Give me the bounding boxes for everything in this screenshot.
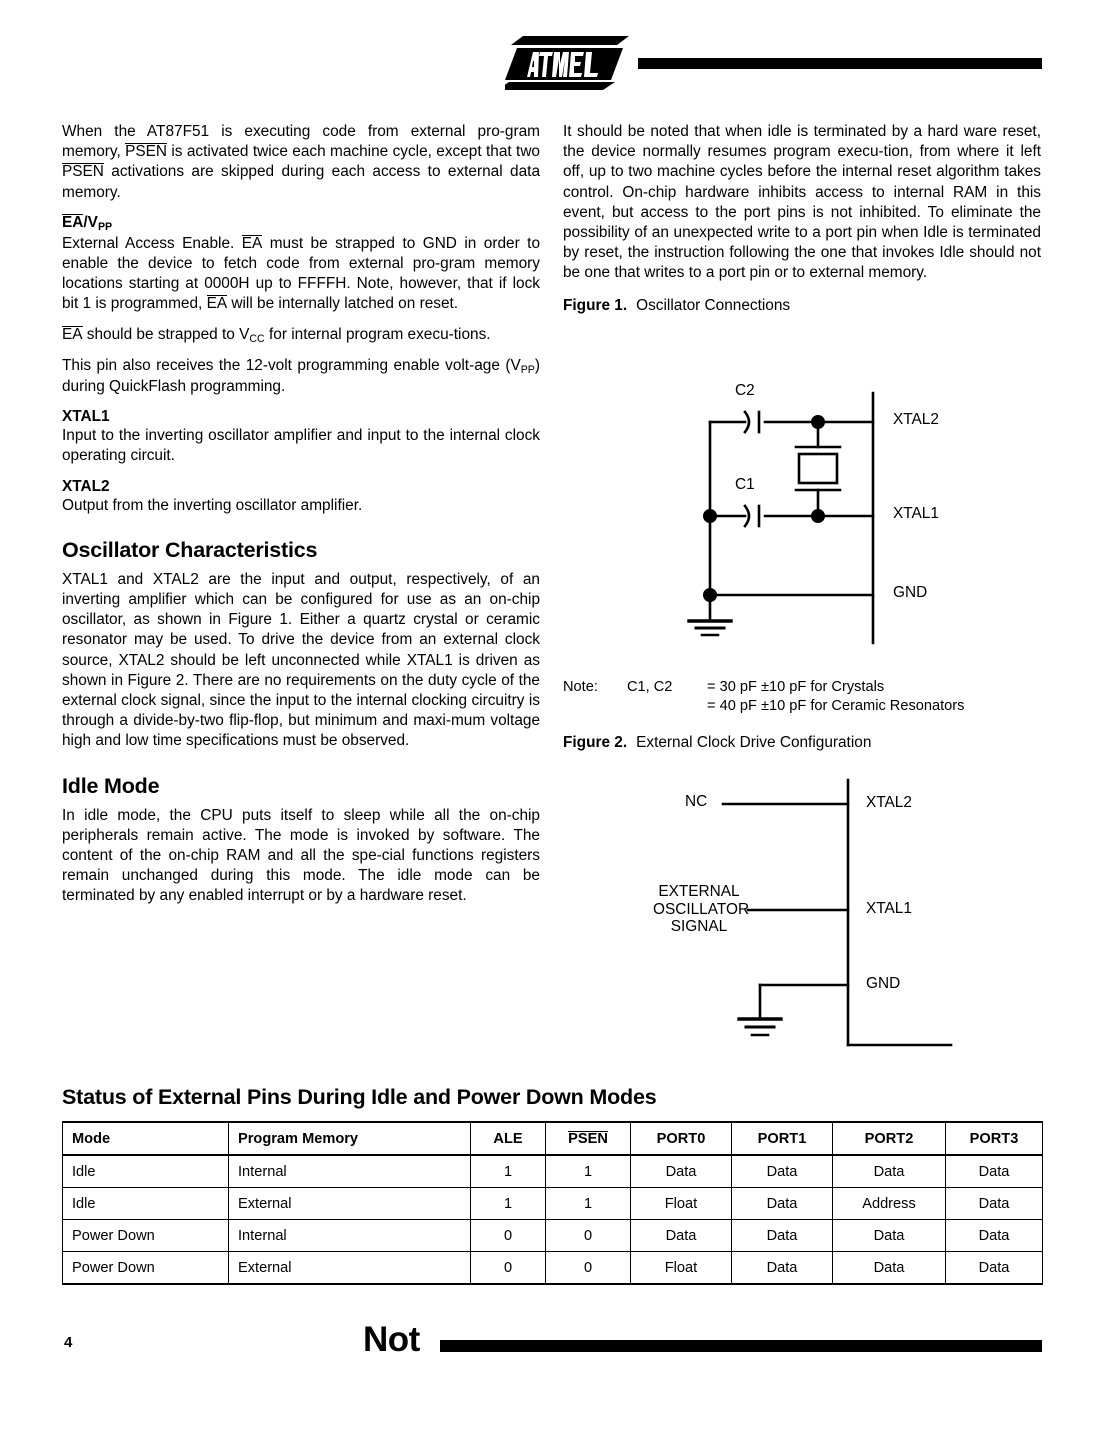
page-number: 4 bbox=[64, 1334, 73, 1351]
cell-port1: Data bbox=[732, 1220, 833, 1252]
paragraph-oscillator: XTAL1 and XTAL2 are the input and output, respectively, of an inverting amplifier which can be configured for use as an on-chip oscillator, as shown in Figure 1. Either a quartz crystal or ceramic resonator may be used. To drive the device from an external clock source, XTAL2 should be left unconnected while XTAL1 is driven as shown in Figure 2. There are no requirements on the duty cycle of the external clock signal, since the input to the internal clocking circuitry is through a divide-by-two flip-flop, but minimum and maxi-mum voltage high and low time specifications must be observed. bbox=[62, 570, 540, 750]
table-row bbox=[63, 1220, 1043, 1252]
col-header-port3: PORT3 bbox=[946, 1122, 1043, 1155]
note-label: Note: bbox=[563, 679, 598, 695]
cell-ale: 0 bbox=[471, 1220, 546, 1252]
cell-port1: Data bbox=[732, 1155, 833, 1188]
paragraph-vpp-programming bbox=[62, 356, 540, 397]
status-section-title: Status of External Pins During Idle and Power Down Modes bbox=[62, 1085, 657, 1109]
figure2-xtal2-label: XTAL2 bbox=[866, 794, 912, 811]
heading-idle-mode: Idle Mode bbox=[62, 773, 160, 798]
figure2-diagram bbox=[563, 770, 1043, 1060]
table-row bbox=[63, 1155, 1043, 1188]
figure2-caption-text: External Clock Drive Configuration bbox=[636, 734, 872, 751]
text-fragment: must be strapped to GND in order to enable the device to fetch code from external pro-gram memory locations starting at 0000H up to FFFFH. Note, however, that if lock bit 1 is programmed, bbox=[62, 234, 541, 313]
cell-program-memory: Internal bbox=[229, 1155, 471, 1188]
figure2-nc-label: NC bbox=[685, 793, 708, 810]
cell-port1: Data bbox=[732, 1252, 833, 1285]
paragraph-psen bbox=[62, 122, 540, 203]
text-fragment: /V bbox=[83, 213, 98, 231]
cell-psen: 0 bbox=[546, 1252, 631, 1285]
cell-mode: Idle bbox=[63, 1155, 229, 1188]
cell-port2: Data bbox=[833, 1220, 946, 1252]
heading-ea-vpp bbox=[62, 213, 540, 234]
text-fragment: This pin also receives the 12-volt programming enable volt-age (V bbox=[62, 356, 521, 374]
paragraph-idle-mode: In idle mode, the CPU puts itself to sleep while all the on-chip peripherals remain active. The mode is invoked by software. The content of the on-chip RAM and all the spe-cial functions registers remain unchanged during this mode. The idle mode can be terminated by any enabled interrupt or by a hardware reset. bbox=[62, 806, 540, 905]
note-value-resonators: = 40 pF ±10 pF for Ceramic Resonators bbox=[707, 698, 965, 714]
cell-ale: 1 bbox=[471, 1155, 546, 1188]
cell-port1: Data bbox=[732, 1188, 833, 1220]
figure2-gnd-label: GND bbox=[866, 975, 901, 992]
figure1-gnd-label: GND bbox=[893, 584, 928, 601]
figure2-ext-line3: SIGNAL bbox=[670, 918, 728, 935]
text-fragment: should be strapped to V bbox=[82, 325, 250, 343]
figure1-label: Figure 1. bbox=[563, 296, 628, 314]
col-header-port2: PORT2 bbox=[833, 1122, 946, 1155]
col-header-mode: Mode bbox=[63, 1122, 229, 1155]
text-fragment: When the AT87F51 is executing code from external pro-gram memory, bbox=[62, 123, 540, 161]
cell-psen: 1 bbox=[546, 1188, 631, 1220]
text-fragment: External Access Enable. bbox=[62, 234, 242, 252]
col-header-program-memory: Program Memory bbox=[229, 1122, 471, 1155]
cell-psen: 0 bbox=[546, 1220, 631, 1252]
ea-overline: EA bbox=[62, 213, 84, 231]
page-header bbox=[0, 0, 1105, 110]
text-fragment: will be internally latched on reset. bbox=[227, 295, 459, 313]
cell-program-memory: External bbox=[229, 1252, 471, 1285]
figure2-external-osc-label bbox=[653, 883, 750, 936]
table-row bbox=[63, 1188, 1043, 1220]
note-value-crystals: = 30 pF ±10 pF for Crystals bbox=[707, 679, 885, 695]
cell-port3: Data bbox=[946, 1220, 1043, 1252]
cell-ale: 0 bbox=[471, 1252, 546, 1285]
paragraph-xtal2: Output from the inverting oscillator amplifier. bbox=[62, 496, 363, 514]
ea-overline-2: EA bbox=[206, 295, 228, 313]
cell-port3: Data bbox=[946, 1252, 1043, 1285]
cell-port3: Data bbox=[946, 1155, 1043, 1188]
figure2-label: Figure 2. bbox=[563, 734, 628, 751]
table-row bbox=[63, 1252, 1043, 1285]
col-header-ale: ALE bbox=[471, 1122, 546, 1155]
paragraph-ea-vcc bbox=[62, 325, 540, 346]
figure1-xtal2-label: XTAL2 bbox=[893, 411, 939, 428]
cell-program-memory: External bbox=[229, 1188, 471, 1220]
cell-mode: Power Down bbox=[63, 1220, 229, 1252]
status-section bbox=[62, 1085, 1042, 1285]
cell-mode: Power Down bbox=[63, 1252, 229, 1285]
figure2-xtal1-label: XTAL1 bbox=[866, 900, 912, 917]
psen-overline-1: PSEN bbox=[125, 143, 168, 161]
footer-rule bbox=[440, 1340, 1042, 1352]
right-column bbox=[563, 122, 1041, 316]
cell-port2: Data bbox=[833, 1155, 946, 1188]
cell-port0: Data bbox=[631, 1155, 732, 1188]
table-header-row bbox=[63, 1122, 1043, 1155]
cell-port3: Data bbox=[946, 1188, 1043, 1220]
footer-word: Not bbox=[363, 1320, 420, 1359]
heading-xtal1: XTAL1 bbox=[62, 408, 110, 426]
header-rule bbox=[638, 58, 1042, 69]
col-header-psen bbox=[546, 1122, 631, 1155]
cell-port2: Data bbox=[833, 1252, 946, 1285]
paragraph-xtal1: Input to the inverting oscillator amplifier and input to the internal clock operating circuit. bbox=[62, 427, 540, 465]
figure2-ext-line1: EXTERNAL bbox=[658, 883, 740, 900]
cell-port0: Float bbox=[631, 1188, 732, 1220]
figure1-caption-text: Oscillator Connections bbox=[636, 296, 791, 314]
subscript-cc: CC bbox=[249, 333, 265, 346]
status-table bbox=[62, 1121, 1043, 1285]
note-component-names: C1, C2 bbox=[627, 679, 673, 695]
psen-overline-2: PSEN bbox=[62, 163, 104, 181]
figure2-caption bbox=[563, 733, 871, 753]
figure1-c2-label: C2 bbox=[735, 382, 755, 399]
cell-ale: 1 bbox=[471, 1188, 546, 1220]
subscript-pp-2: PP bbox=[520, 364, 535, 377]
figure1-xtal1-label: XTAL1 bbox=[893, 505, 939, 522]
cell-port0: Data bbox=[631, 1220, 732, 1252]
ea-overline-3: EA bbox=[62, 325, 83, 343]
heading-oscillator-characteristics: Oscillator Characteristics bbox=[62, 537, 318, 562]
page-footer bbox=[0, 1320, 1105, 1380]
col-header-port0: PORT0 bbox=[631, 1122, 732, 1155]
cell-program-memory: Internal bbox=[229, 1220, 471, 1252]
ea-overline-1: EA bbox=[241, 234, 263, 252]
cell-mode: Idle bbox=[63, 1188, 229, 1220]
atmel-logo bbox=[505, 36, 629, 90]
cell-port2: Address bbox=[833, 1188, 946, 1220]
text-fragment: for internal program execu-tions. bbox=[264, 325, 491, 343]
psen-overline-header: PSEN bbox=[568, 1130, 608, 1147]
figure1-note bbox=[563, 678, 1043, 716]
left-column bbox=[62, 122, 540, 917]
text-fragment: activations are skipped during each access to external data memory. bbox=[62, 163, 540, 201]
text-fragment: ) during QuickFlash programming. bbox=[62, 356, 540, 396]
figure2-ext-line2: OSCILLATOR bbox=[653, 900, 750, 918]
cell-port0: Float bbox=[631, 1252, 732, 1285]
paragraph-external-access bbox=[62, 234, 540, 315]
subscript-pp: PP bbox=[97, 221, 113, 234]
figure1-caption bbox=[563, 296, 1041, 316]
heading-xtal2: XTAL2 bbox=[62, 477, 110, 495]
paragraph-idle-reset: It should be noted that when idle is terminated by a hard ware reset, the device normally resumes program execu-tion, from where it left off, up to two machine cycles before the internal reset algorithm takes control. On-chip hardware inhibits access to internal RAM in this event, but access to the port pins is not inhibited. To eliminate the possibility of an unexpected write to a port pin when Idle is terminated by reset, the instruction following the one that invokes Idle should not be one that writes to a port pin or to external memory. bbox=[563, 123, 1041, 282]
text-fragment: is activated twice each machine cycle, except that two bbox=[167, 143, 540, 161]
figure1-c1-label: C1 bbox=[735, 476, 755, 493]
cell-psen: 1 bbox=[546, 1155, 631, 1188]
col-header-port1: PORT1 bbox=[732, 1122, 833, 1155]
figure1-diagram bbox=[563, 382, 1043, 660]
